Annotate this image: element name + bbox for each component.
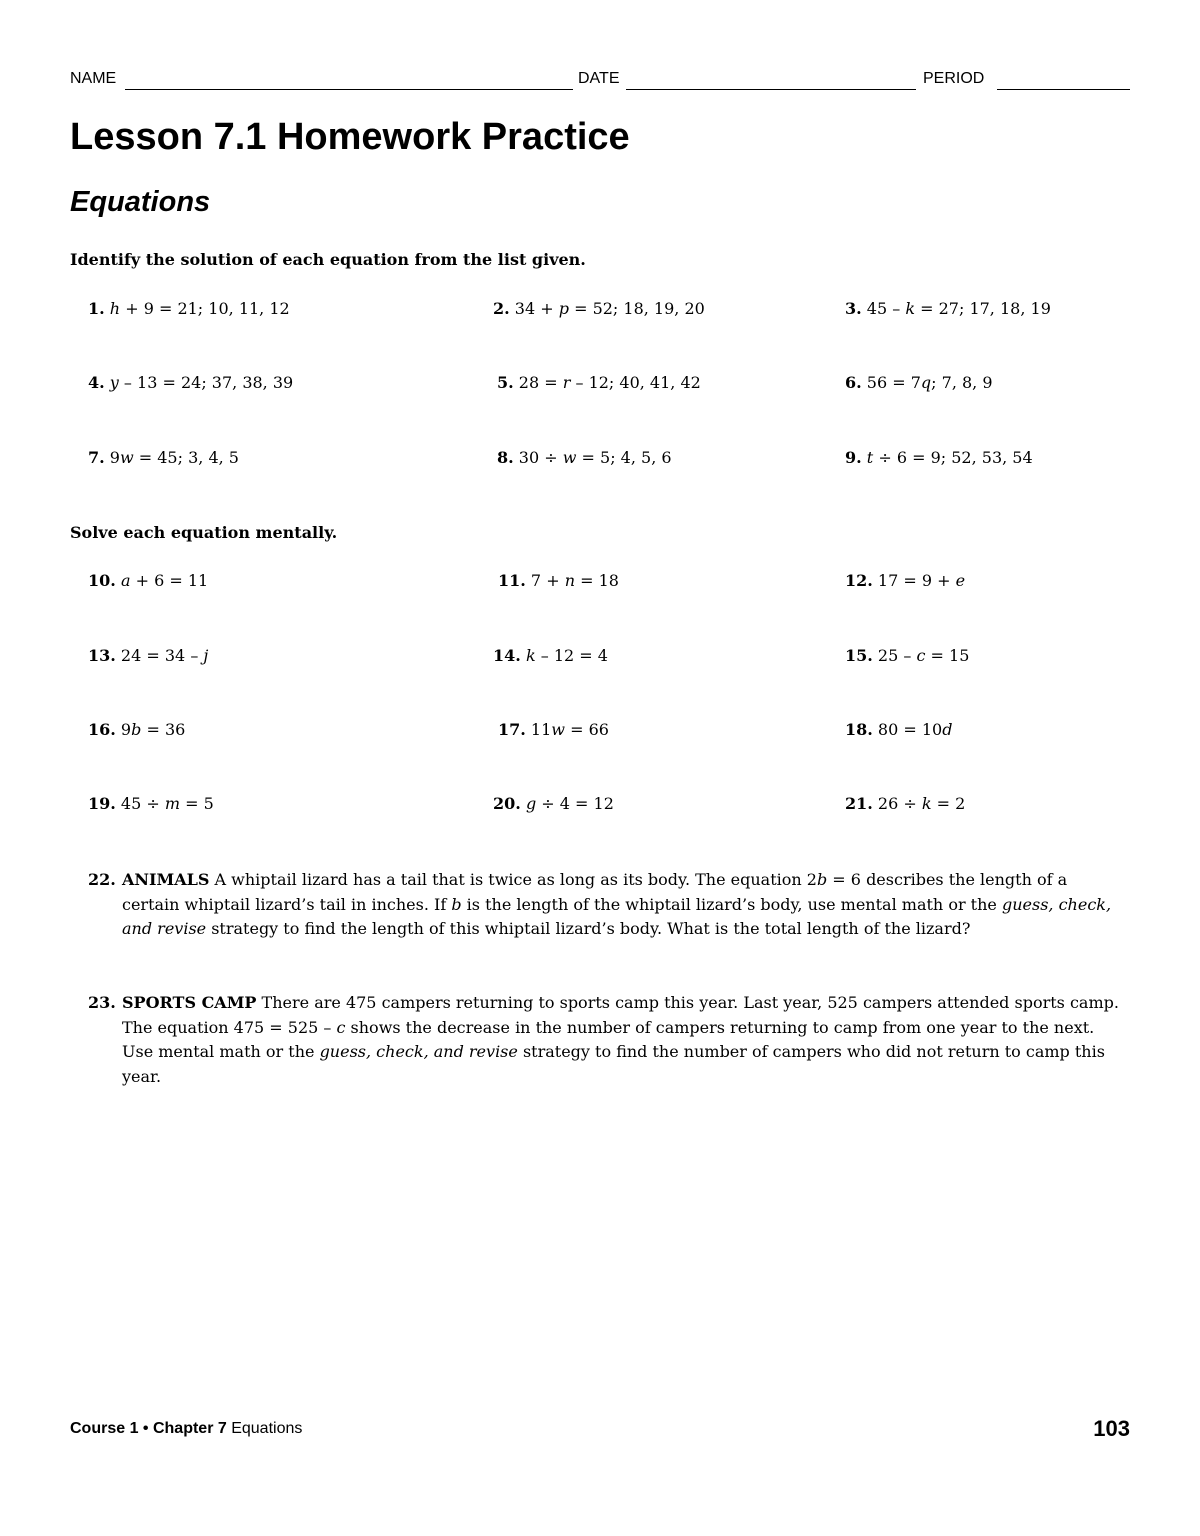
period-line [997,89,1130,90]
name-label: NAME [70,70,117,87]
problem-10: 10. a + 6 = 11 [88,571,209,590]
name-line [125,89,573,90]
problem-17: 17. 11w = 66 [498,720,609,739]
problem-13: 13. 24 = 34 – j [88,646,209,665]
problem-1: 1. h + 9 = 21; 10, 11, 12 [88,299,290,318]
date-line [626,89,916,90]
problem-12: 12. 17 = 9 + e [845,571,966,590]
word-problem-22: 22. ANIMALS A whiptail lizard has a tail that is twice as long as its body. The equation 2b = 6 describes the length of a certain whiptail lizard’s tail in inches. If b is the length of the whiptail lizard’s body, use mental math or the guess, check, and revise strategy to find the length of this whiptail lizard’s body. What is the total length of the lizard? [88,870,1112,938]
problem-7: 7. 9w = 45; 3, 4, 5 [88,448,239,467]
page-number: 103 [1093,1416,1130,1441]
problem-4: 4. y – 13 = 24; 37, 38, 39 [88,373,294,392]
problem-19: 19. 45 ÷ m = 5 [88,794,214,813]
problem-18: 18. 80 = 10d [845,720,953,739]
word-problem-23: 23. SPORTS CAMP There are 475 campers returning to sports camp this year. Last year, 525 campers attended sports camp. The equation 475 = 525 – c shows the decrease in the number of campers returning to camp from one year to the next. Use mental math or the guess, check, and revise strategy to find the number of campers who did not return to camp this year. [88,993,1119,1086]
section-1-instruction: Identify the solution of each equation from the list given. [70,250,586,269]
problem-6: 6. 56 = 7q; 7, 8, 9 [845,373,993,392]
page-subtitle: Equations [70,186,211,218]
section-2-instruction: Solve each equation mentally. [70,523,338,542]
period-label: PERIOD [923,70,985,87]
date-label: DATE [578,70,620,87]
problem-11: 11. 7 + n = 18 [498,571,619,590]
problem-14: 14. k – 12 = 4 [493,646,608,665]
problem-15: 15. 25 – c = 15 [845,646,970,665]
footer-course-info: Course 1 • Chapter 7 Equations [70,1420,303,1437]
problem-9: 9. t ÷ 6 = 9; 52, 53, 54 [845,448,1033,467]
problem-8: 8. 30 ÷ w = 5; 4, 5, 6 [497,448,672,467]
problem-3: 3. 45 – k = 27; 17, 18, 19 [845,299,1051,318]
problem-21: 21. 26 ÷ k = 2 [845,794,966,813]
problem-2: 2. 34 + p = 52; 18, 19, 20 [493,299,705,318]
problem-16: 16. 9b = 36 [88,720,186,739]
problem-5: 5. 28 = r – 12; 40, 41, 42 [497,373,701,392]
student-info-header [70,70,1130,92]
page-title: Lesson 7.1 Homework Practice [70,116,630,158]
problem-20: 20. g ÷ 4 = 12 [493,794,614,813]
